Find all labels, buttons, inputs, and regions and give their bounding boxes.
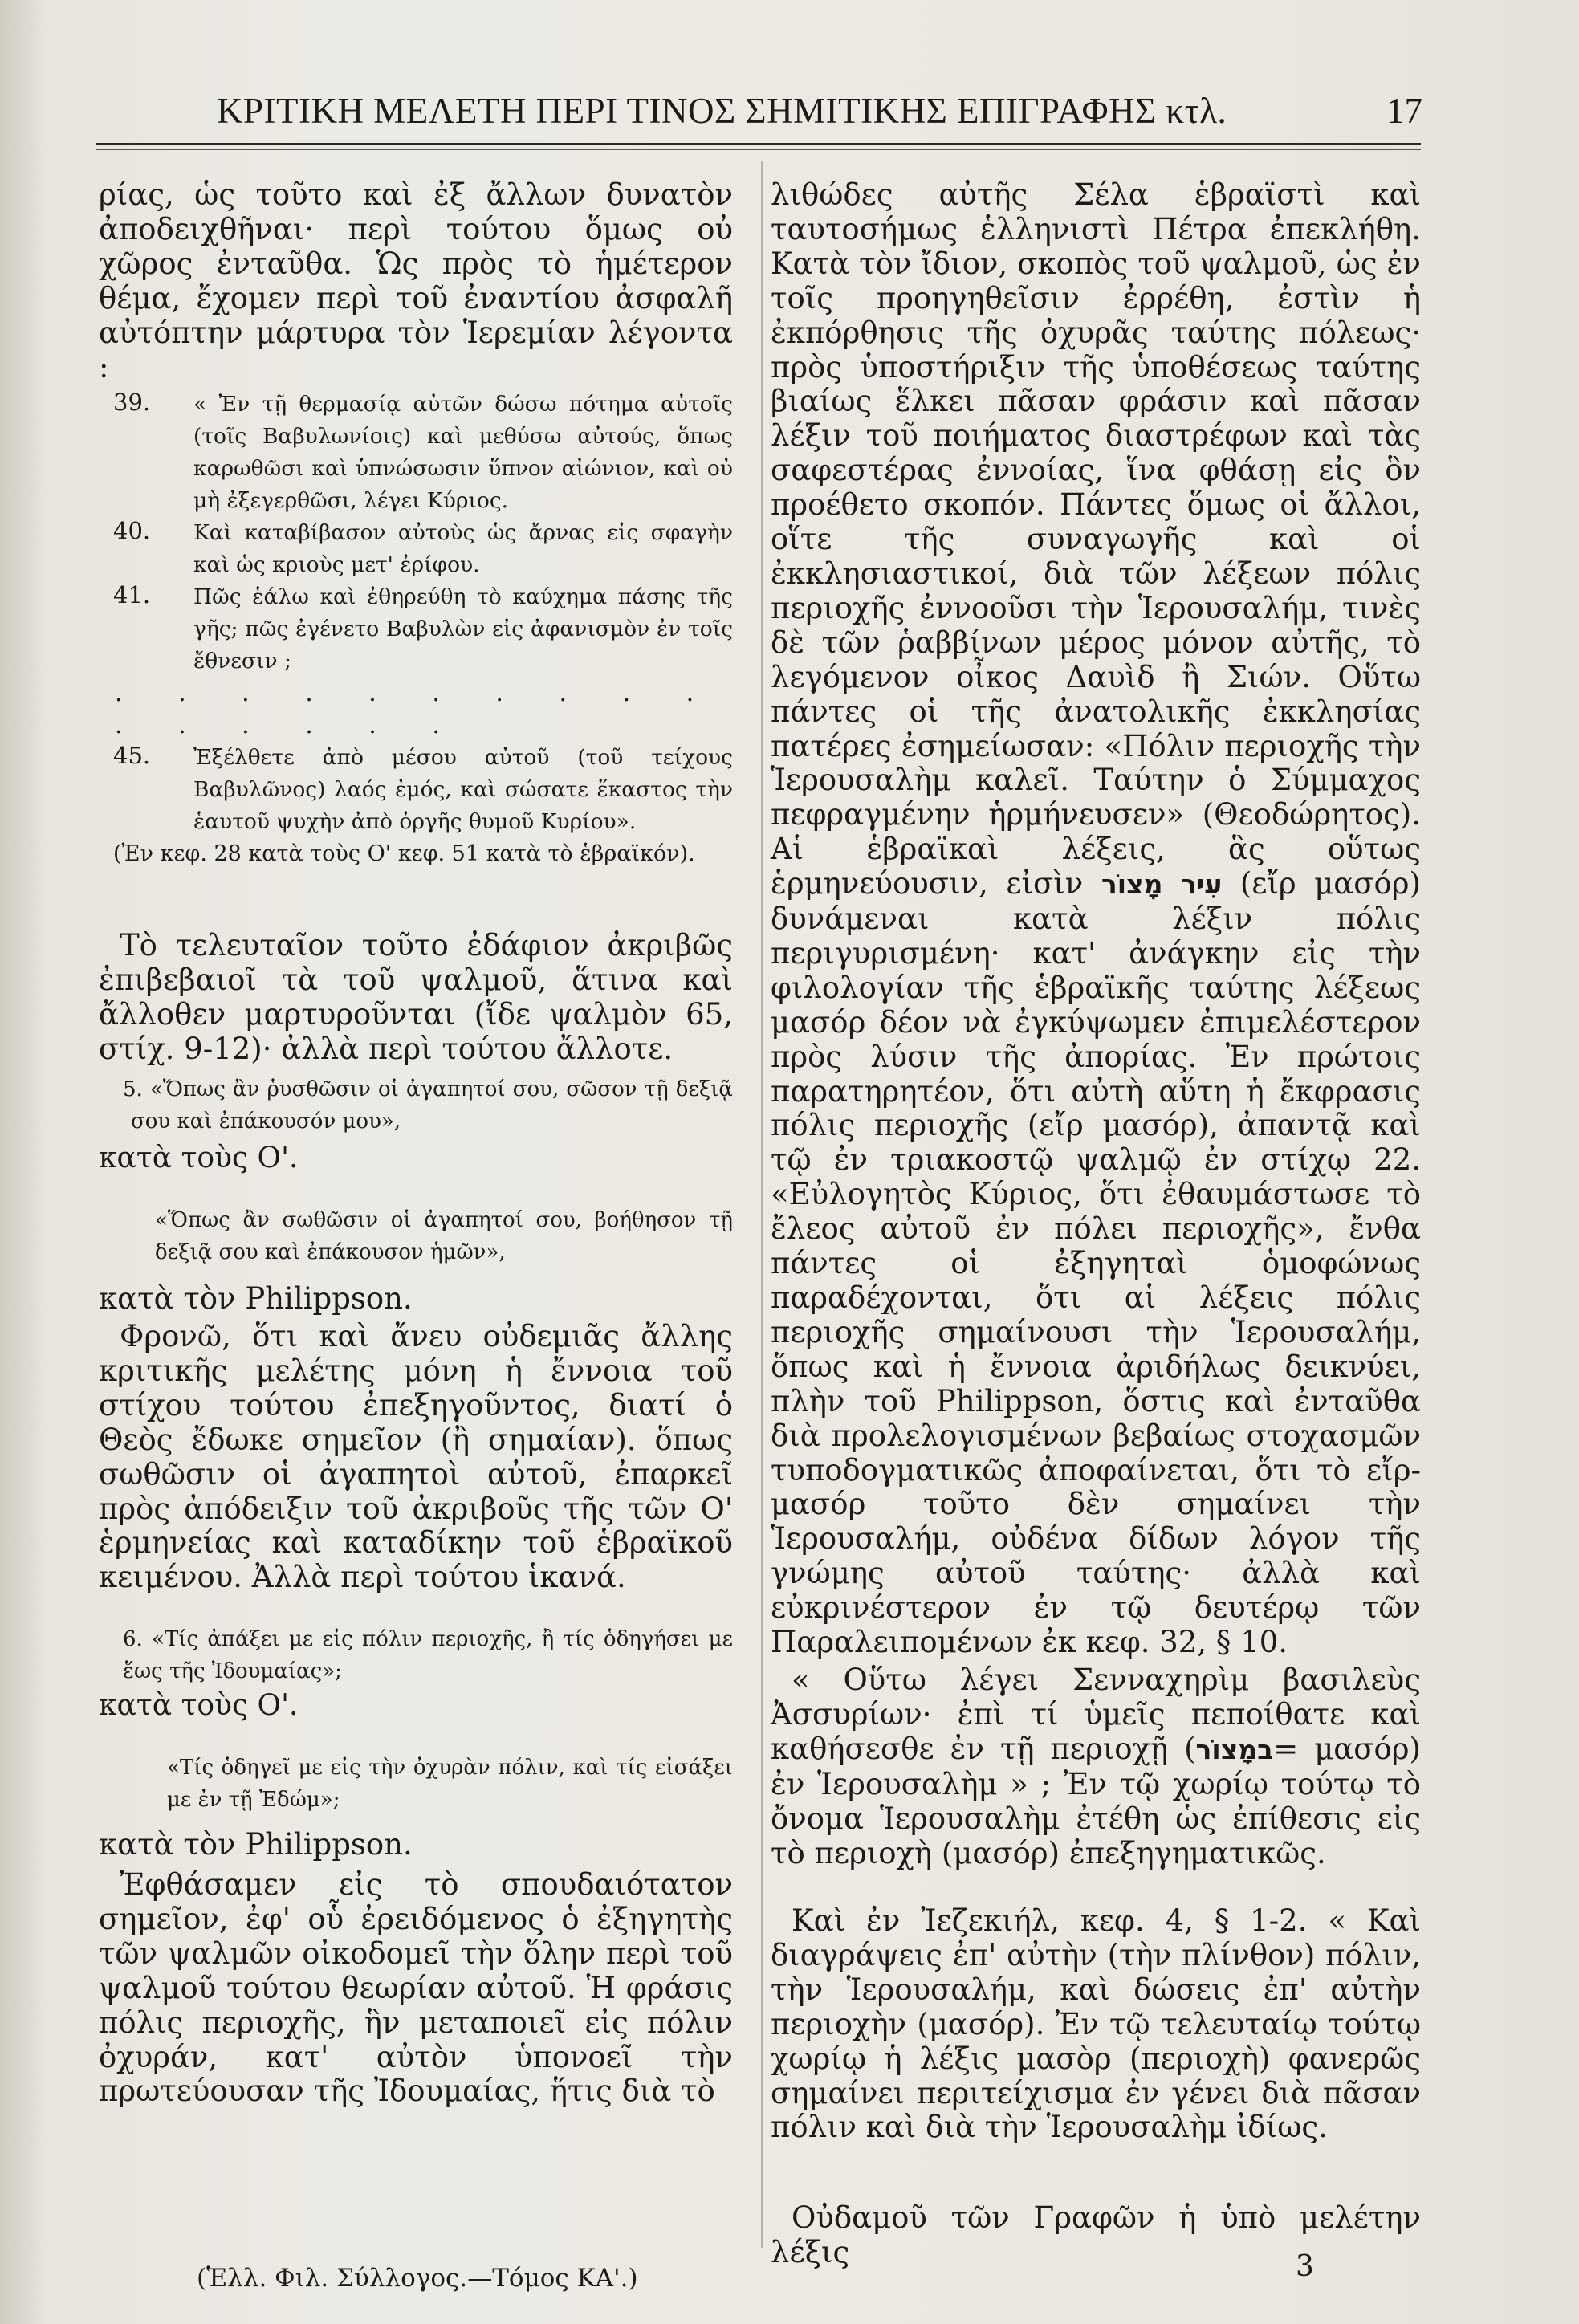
hebrew-bamasor: במָצוֹר xyxy=(1195,1733,1274,1765)
right-para2-block xyxy=(771,1663,1421,1870)
header-rule-thin xyxy=(96,149,1421,150)
kata-o-2 xyxy=(99,1689,733,1724)
verse-number: 39. xyxy=(113,389,151,416)
running-title: ΚΡΙΤΙΚΗ ΜΕΛΕΤΗ ΠΕΡΙ ΤΙΝΟΣ ΣΗΜΙΤΙΚΗΣ ΕΠΙΓΡΑΦΗΣ κτλ. xyxy=(217,91,1227,131)
left-intro-paragraph: ρίας, ὡς τοῦτο καὶ ἐξ ἄλλων δυνατὸν ἀποδειχθῆναι· περὶ τούτου ὅμως οὐ χῶρος ἐνταῦθα. Ὡς πρὸς τὸ ἡμέτερον θέμα, ἔχομεν περὶ τοῦ ἐναντίου ἀσφαλῆ αὐτόπτην μάρτυρα τὸν Ἱερεμίαν λέγοντα : xyxy=(99,177,733,385)
chapter-reference: (Ἐν κεφ. 28 κατὰ τοὺς Ο' κεφ. 51 κατὰ τὸ ἑβραϊκόν). xyxy=(113,841,695,866)
quote-6-philippson xyxy=(99,1752,733,1816)
left-para2-block xyxy=(99,1320,733,1595)
right-paragraph-1b-text: (εἴρ μασόρ) δυνάμεναι κατὰ λέξιν πόλις περιγυρισμένη· κατ' ἀνάγκην εἰς τὴν φιλολογίαν τῆς ἑβραϊκῆς ταύτης λέξεως μασόρ δέον νὰ ἐγκύψωμεν ἐπιμελέστερον πρὸς λύσιν τῆς ἀπορίας. Ἐν πρώτοις παρατηρητέον, ὅτι αὐτὴ αὕτη ἡ ἔκφρασις πόλις περιοχῆς (εἴρ μασόρ), ἀπαντᾷ καὶ τῷ ἐν τριακοστῷ ψαλμῷ ἐν στίχῳ 22. «Εὐλογητὸς Κύριος, ὅτι ἐθαυμάστωσε τὸ ἔλεος αὐτοῦ ἐν πόλει περιοχῆς», ἔνθα πάντες οἱ ἐξηγηταὶ ὁμοφώνως παραδέχονται, ὅτι αἱ λέξεις πόλις περιοχῆς σημαίνουσι τὴν Ἱερουσαλήμ, ὅπως καὶ ἡ ἔννοια ἀριδήλως δεικνύει, πλὴν τοῦ Philippson, ὅστις καὶ ἐνταῦθα διὰ προλελογισμένων βεβαίως στοχασμῶν τυποδογματικῶς ἀποφαίνεται, ὅτι τὸ εἴρ-μασόρ τοῦτο δὲν σημαίνει τὴν Ἱερουσαλήμ, οὐδένα δίδων λόγον τῆς γνώμης αὐτοῦ ταύτης· ἀλλὰ καὶ εὐκρινέστερον ἐν τῷ δευτέρῳ τῶν Παραλειπομένων ἐκ κεφ. 32, § 10. xyxy=(771,866,1421,1660)
verse-41 xyxy=(99,581,733,678)
left-paragraph-2: Φρονῶ, ὅτι καὶ ἄνευ οὐδεμιᾶς ἄλλης κριτικῆς μελέτης μόνη ἡ ἔννοια τοῦ στίχου τούτου ἐπεξηγοῦντος, διατί ὁ Θεὸς ἔδωκε σημεῖον (ἢ σημαίαν). ὅπως σωθῶσιν οἱ ἀγαπητοὶ αὐτοῦ, ἐπαρκεῖ πρὸς ἀπόδειξιν τοῦ ἀκριβοῦς τῆς τῶν Ο' ἑρμηνείας καὶ καταδίκην τοῦ ἑβραϊκοῦ κειμένου. Ἀλλὰ περὶ τούτου ἱκανά. xyxy=(99,1319,733,1595)
right-paragraph-2 xyxy=(771,1663,1421,1870)
left-paragraph-1: Τὸ τελευταῖον τοῦτο ἐδάφιον ἀκριβῶς ἐπιβεβαιοῖ τὰ τοῦ ψαλμοῦ, ἅτινα καὶ ἄλλοθεν μαρτυροῦνται (ἴδε ψαλμὸν 65, στίχ. 9-12)· ἀλλὰ περὶ τούτου ἄλλοτε. xyxy=(99,928,733,1066)
right-paragraph-1-text: λιθώδες αὐτῆς Σέλα ἑβραϊστὶ καὶ ταυτοσήμως ἑλληνιστὶ Πέτρα ἐπεκλήθη. Κατὰ τὸν ἴδιον, σκοπὸς τοῦ ψαλμοῦ, ὡς ἐν τοῖς προηγηθεῖσιν ἐρρέθη, ἐστὶν ἡ ἐκπόρθησις τῆς ὀχυρᾶς ταύτης πόλεως· πρὸς ὑποστήριξιν τῆς ὑποθέσεως ταύτης βιαίως ἕλκει πᾶσαν φράσιν καὶ πᾶσαν λέξιν τοῦ ποιήματος διαστρέφων καὶ τὰς σαφεστέρας ἐννοίας, ἵνα φθάσῃ εἰς ὃν προέθετο σκοπόν. Πάντες ὅμως οἱ ἄλλοι, οἵτε τῆς συναγωγῆς καὶ οἱ ἐκκλησιαστικοί, διὰ τῶν λέξεων πόλις περιοχῆς ἐννοοῦσι τὴν Ἱερουσαλήμ, τινὲς δὲ τῶν ῥαββίνων μέρος μόνον αὐτῆς, τὸ λεγόμενον οἶκος Δαυὶδ ἢ Σιών. Οὕτω πάντες οἱ τῆς ἀνατολικῆς ἐκκλησίας πατέρες ἐσημείωσαν: «Πόλιν περιοχῆς τὴν Ἱερουσαλὴμ καλεῖ. Ταύτην ὁ Σύμμαχος πεφραγμένην ἡρμήνευσεν» (Θεοδώρητος). Αἱ ἑβραϊκαὶ λέξεις, ἃς οὕτως ἑρμηνεύουσιν, εἰσὶν xyxy=(771,177,1421,902)
right-paragraph-4: Οὐδαμοῦ τῶν Γραφῶν ἡ ὑπὸ μελέτην λέξις xyxy=(771,2200,1421,2269)
right-paragraph-1 xyxy=(771,178,1421,1660)
verse-number: 40. xyxy=(113,517,151,544)
quote-5b: «Ὅπως ἂν σωθῶσιν οἱ ἀγαπητοί σου, βοήθησον τῇ δεξιᾷ σου καὶ ἐπάκουσον ἡμῶν», xyxy=(155,1208,733,1264)
ellipsis-dots: . . . . . . . . . . . . . . . . xyxy=(115,679,718,739)
verse-text: Ἐξέλθετε ἀπὸ μέσου αὐτοῦ (τοῦ τείχους Βαβυλῶνος) λαός ἐμός, καὶ σώσατε ἕκαστος τὴν ἑαυτοῦ ψυχὴν ἀπὸ ὀργῆς θυμοῦ Κυρίου». xyxy=(193,745,733,834)
kata-o-1 xyxy=(99,1142,733,1176)
right-paragraph-3: Καὶ ἐν Ἰεζεκιήλ, κεφ. 4, § 1-2. « Καὶ διαγράψεις ἐπ' αὐτὴν (τὴν πλίνθον) πόλιν, τὴν Ἱερουσαλήμ, καὶ δώσεις ἐπ' αὐτὴν περιοχὴν (μασόρ). Ἐν τῷ τελευταίῳ τούτῳ χωρίῳ ἡ λέξις μασὸρ (περιοχὴ) φανερῶς σημαίνει περιτείχισμα ἐν γένει διὰ πᾶσαν πόλιν καὶ διὰ τὴν Ἱερουσαλὴμ ἰδίως. xyxy=(771,1903,1421,2145)
journal-footer: (Ἑλλ. Φιλ. Σύλλογος.—Τόμος ΚΑ'.) xyxy=(197,2264,638,2293)
left-para3-block xyxy=(99,1868,733,2109)
verse-text: Πῶς ἑάλω καὶ ἐθηρεύθη τὸ καύχημα πάσης τῆς γῆς; πῶς ἐγένετο Βαβυλὼν εἰς ἀφανισμὸν ἐν τοῖς ἔθνεσιν ; xyxy=(193,584,733,674)
quote-5-septuagint xyxy=(99,1073,733,1138)
verse-45 xyxy=(99,742,733,838)
verse-40 xyxy=(99,517,733,581)
attribution-septuagint: κατὰ τοὺς Ο'. xyxy=(99,1689,299,1722)
kata-ph-1 xyxy=(99,1282,733,1317)
quote-5a: 5. «Ὅπως ἂν ῥυσθῶσιν οἱ ἀγαπητοί σου, σῶσον τῇ δεξιᾷ σου καὶ ἐπάκουσόν μου», xyxy=(123,1077,733,1134)
header-rule xyxy=(96,143,1421,145)
left-para1-block xyxy=(99,929,733,1067)
running-header xyxy=(217,90,1421,136)
verse-block xyxy=(99,389,733,870)
column-separator xyxy=(761,161,763,2248)
right-para3-block xyxy=(771,1904,1421,2145)
kata-ph-2 xyxy=(99,1828,733,1862)
quote-5-philippson xyxy=(99,1204,733,1268)
quote-6-septuagint xyxy=(99,1623,733,1687)
verse-number: 45. xyxy=(113,742,151,769)
attribution-septuagint: κατὰ τοὺς Ο'. xyxy=(99,1142,299,1174)
left-paragraph-3: Ἐφθάσαμεν εἰς τὸ σπουδαιότατον σημεῖον, ἐφ' οὗ ἐρειδόμενος ὁ ἐξηγητὴς τῶν ψαλμῶν οἰκοδομεῖ τὴν ὅλην περὶ τοῦ ψαλμοῦ τούτου θεωρίαν αὐτοῦ. Ἡ φράσις πόλις περιοχῆς, ἣν μεταποιεῖ εἰς πόλιν ὀχυράν, κατ' αὐτὸν ὑπονοεῖ τὴν πρωτεύουσαν τῆς Ἰδουμαίας, ἥτις διὰ τὸ xyxy=(99,1867,733,2109)
hebrew-ir-masor: עִיר מָצוֹר xyxy=(1101,869,1223,901)
left-intro-block xyxy=(99,178,733,385)
verse-number: 41. xyxy=(113,581,151,608)
right-paragraph-2b-text: = μασόρ) ἐν Ἱερουσαλὴμ » ; Ἐν τῷ χωρίῳ τούτῳ τὸ ὄνομα Ἱερουσαλὴμ ἐτέθη ὡς ἐπίθεσις εἰς τὸ περιοχὴ (μασόρ) ἐπεξηγηματικῶς. xyxy=(771,1731,1421,1870)
quote-6a: 6. «Τίς ἀπάξει με εἰς πόλιν περιοχῆς, ἢ τίς ὁδηγήσει με ἕως τῆς Ἰδουμαίας»; xyxy=(123,1627,733,1683)
verse-text: Καὶ καταβίβασον αὐτοὺς ὡς ἄρνας εἰς σφαγὴν καὶ ὡς κριοὺς μετ' ἐρίφου. xyxy=(193,520,733,577)
verse-39 xyxy=(99,389,733,517)
attribution-philippson: κατὰ τὸν Philippson. xyxy=(99,1827,413,1862)
signature-number: 3 xyxy=(1296,2250,1314,2283)
attribution-philippson: κατὰ τὸν Philippson. xyxy=(99,1281,413,1316)
quote-6b: «Τίς ὁδηγεῖ με εἰς τὴν ὀχυρὰν πόλιν, καὶ τίς εἰσάξει με ἐν τῇ Ἐδώμ»; xyxy=(167,1756,733,1812)
page-number: 17 xyxy=(1386,91,1422,131)
verse-text: « Ἐν τῇ θερμασίᾳ αὐτῶν δώσω πότημα αὐτοῖς (τοῖς Βαβυλωνίοις) καὶ μεθύσω αὐτούς, ὅπως καρωθῶσι καὶ ὑπνώσωσιν ὕπνον αἰώνιον, καὶ οὐ μὴ ἐξεγερθῶσι, λέγει Κύριος. xyxy=(193,392,733,513)
right-para1-block xyxy=(771,178,1421,1660)
right-para4-block xyxy=(771,2201,1421,2270)
right-paragraph-2a-text: « Οὕτω λέγει Σενναχηρὶμ βασιλεὺς Ἀσσυρίων· ἐπὶ τί ὑμεῖς πεποίθατε καὶ καθήσεσθε ἐν τῇ περιοχῇ ( xyxy=(771,1663,1421,1766)
